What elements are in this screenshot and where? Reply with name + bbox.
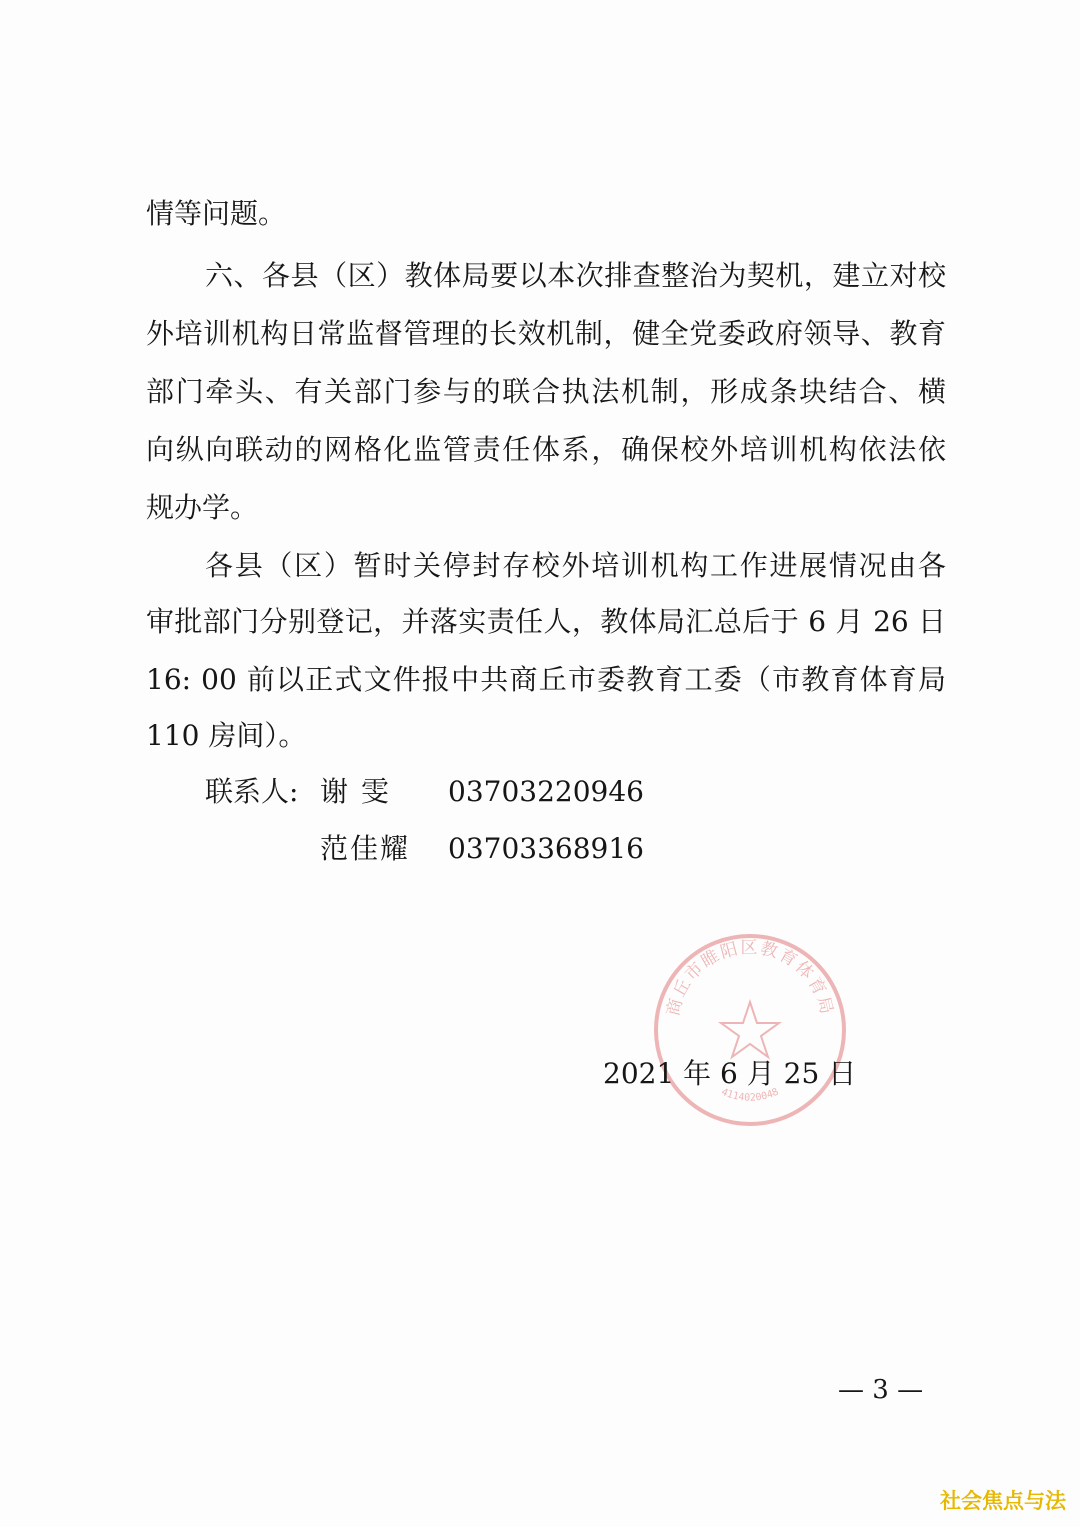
contact-name: 范佳耀 (320, 832, 411, 865)
paragraph-report-line: 审批部门分别登记，并落实责任人，教体局汇总后于 6 月 26 日 (146, 605, 946, 638)
contact-name: 谢 雯 (320, 775, 391, 808)
paragraph-six-line: 向纵向联动的网格化监管责任体系，确保校外培训机构依法依 (146, 433, 946, 466)
seal-code: 4114020048 (719, 1086, 781, 1104)
paragraph-intro-line: 情等问题。 (146, 197, 287, 230)
seal-star-icon (721, 1002, 779, 1057)
paragraph-six-line: 规办学。 (146, 491, 259, 524)
document-date: 2021 年 6 月 25 日 (603, 1057, 857, 1090)
page-number: — 3 — (838, 1375, 924, 1405)
paragraph-six-line: 六、各县（区）教体局要以本次排查整治为契机，建立对校 (205, 259, 946, 292)
contact-phone: 03703368916 (448, 832, 644, 865)
paragraph-report-line: 110 房间）。 (146, 719, 307, 752)
seal-text: 商丘市睢阳区教育体育局 (663, 938, 837, 1018)
watermark-text: 社会焦点与法 (940, 1489, 1066, 1513)
contact-label: 联系人: (205, 775, 299, 808)
paragraph-six-line: 部门牵头、有关部门参与的联合执法机制，形成条块结合、横 (146, 375, 946, 408)
paragraph-report-line: 16: 00 前以正式文件报中共商丘市委教育工委（市教育体育局 (146, 663, 946, 696)
paragraph-six-line: 外培训机构日常监督管理的长效机制，健全党委政府领导、教育 (146, 317, 946, 350)
contact-phone: 03703220946 (448, 775, 644, 808)
official-seal (650, 930, 850, 1130)
paragraph-report-line: 各县（区）暂时关停封存校外培训机构工作进展情况由各 (205, 549, 946, 582)
